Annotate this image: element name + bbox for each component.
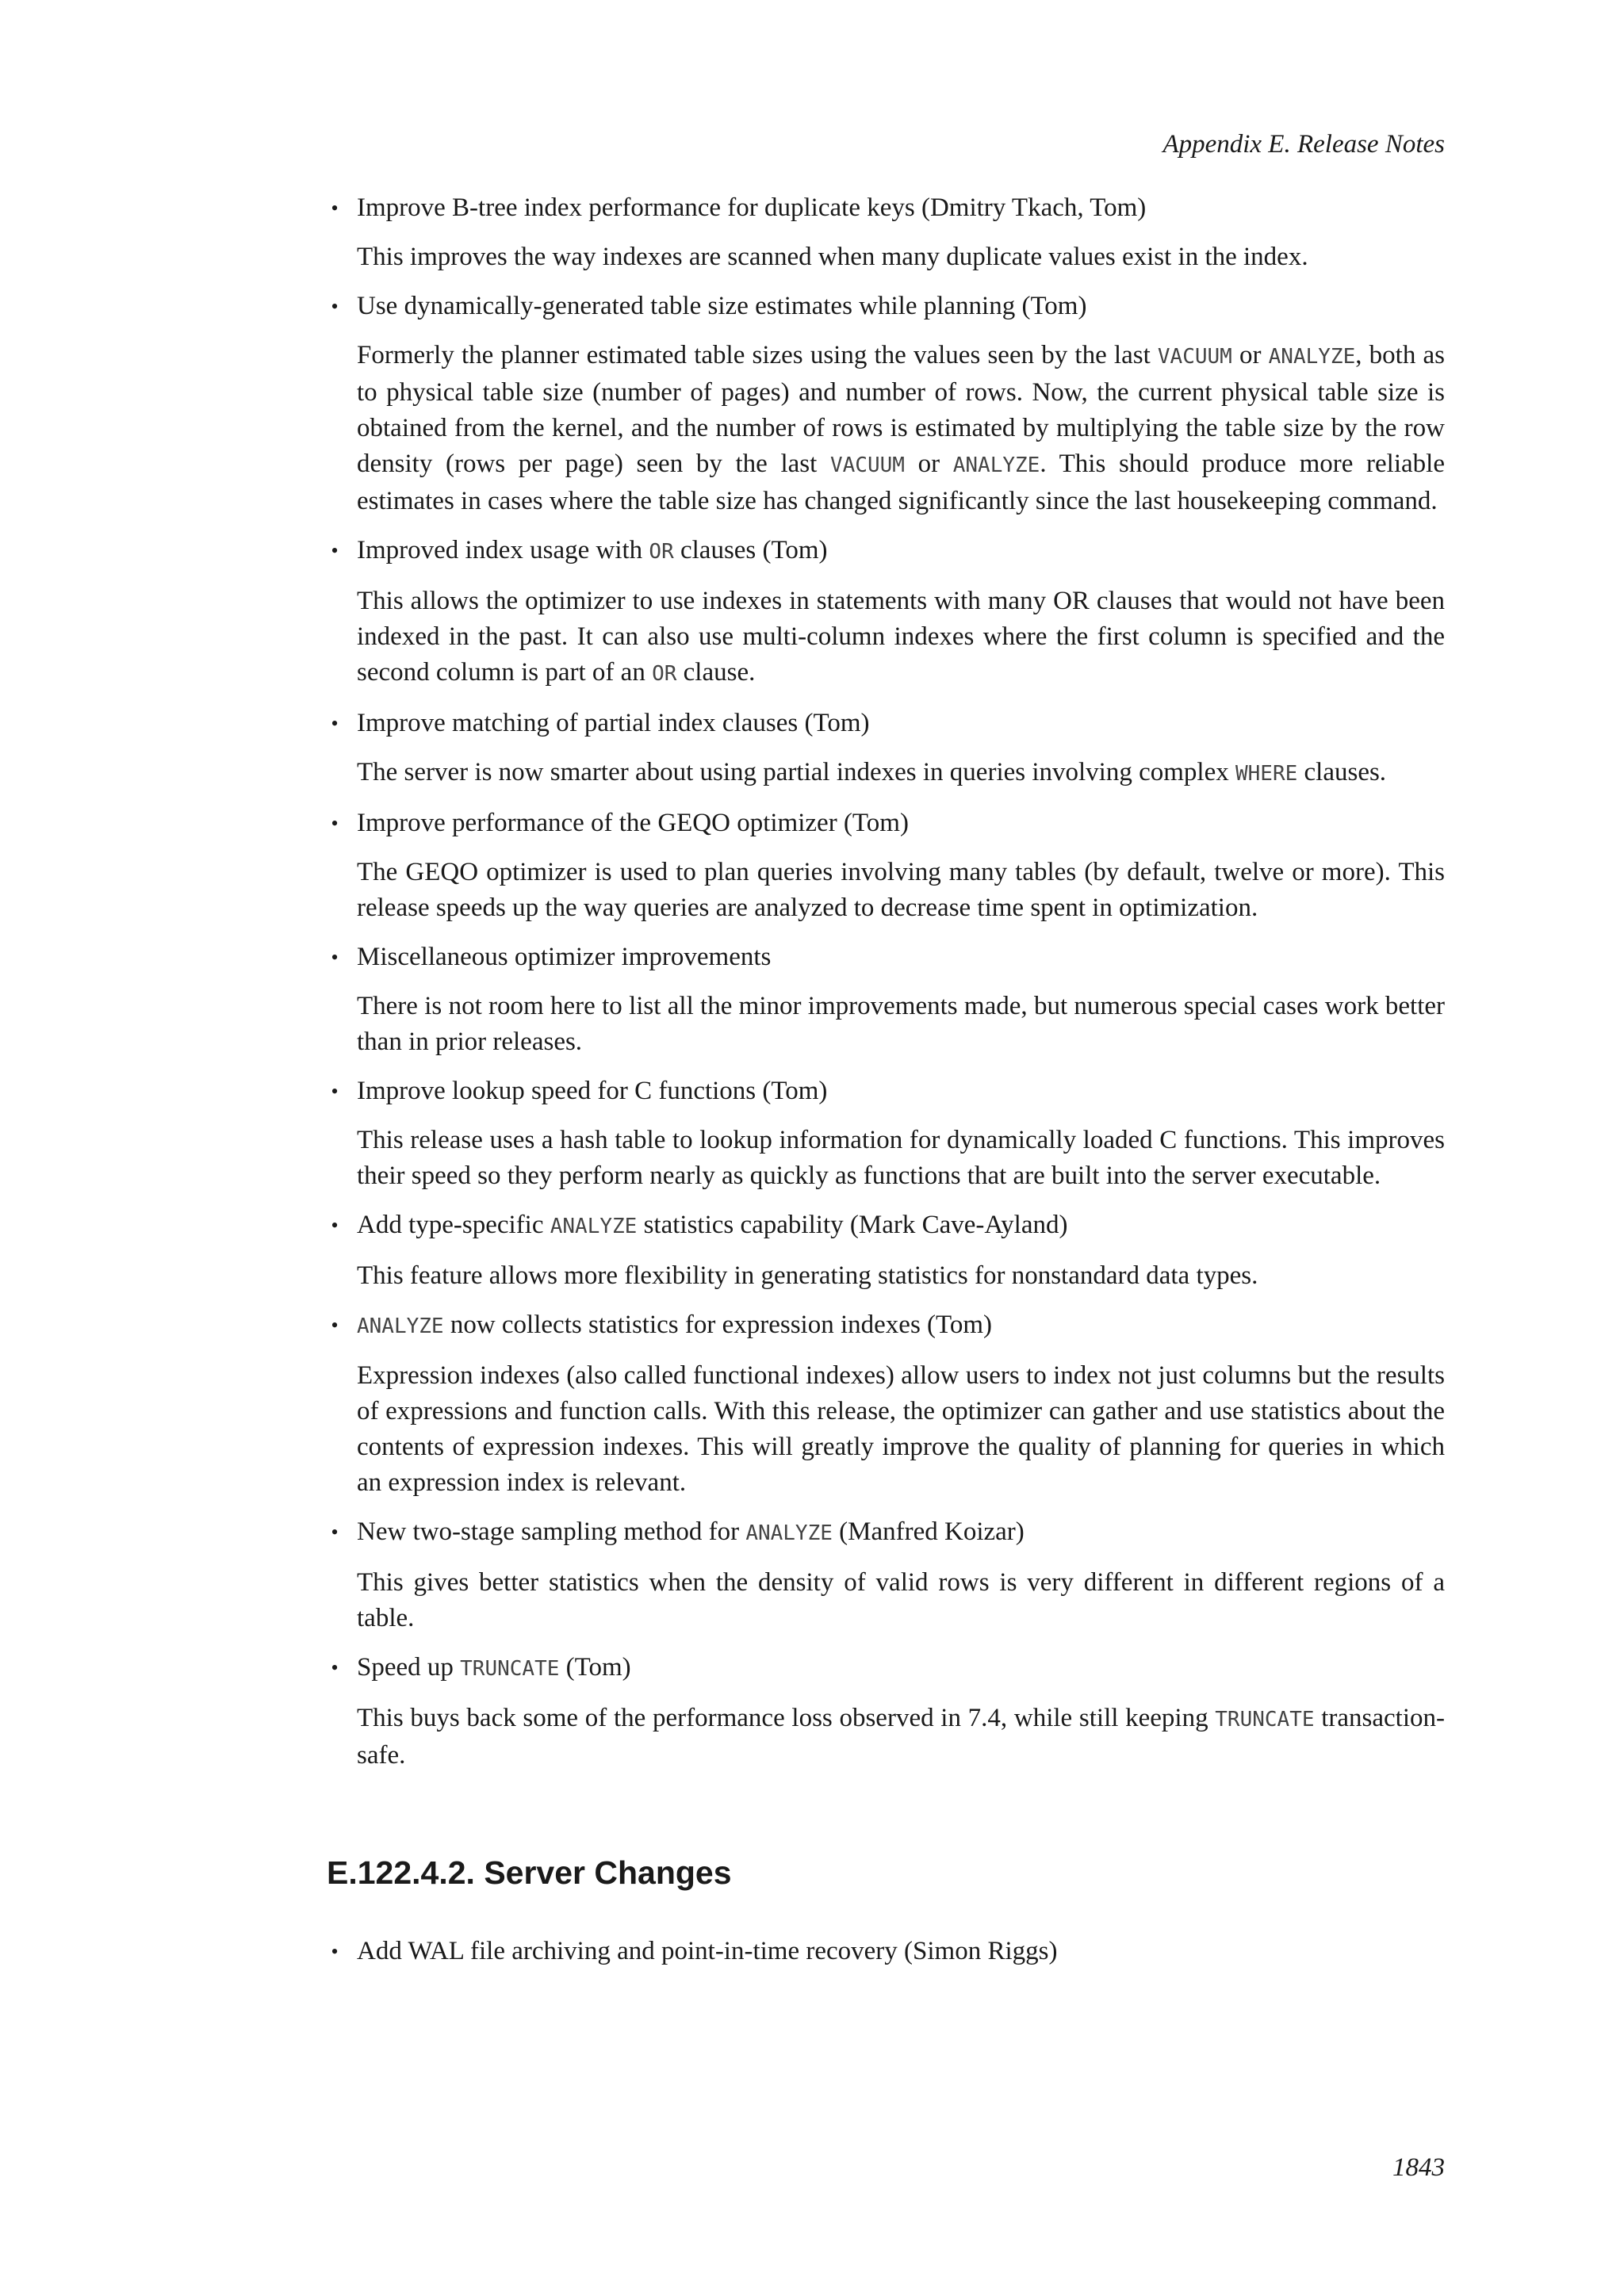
text-run: Improve performance of the GEQO optimizer (Tom): [357, 809, 909, 837]
code-literal: VACUUM: [829, 453, 905, 477]
item-description: [357, 338, 1445, 519]
bullet-icon: •: [331, 1656, 339, 1679]
bullet-icon: •: [331, 1940, 339, 1963]
item-description: [357, 1358, 1445, 1501]
text-run: Improve lookup speed for C functions (Tom): [357, 1077, 828, 1105]
item-title: [331, 289, 1445, 324]
text-run: This buys back some of the performance loss observed in 7.4, while still keeping: [357, 1704, 1216, 1732]
section-heading: E.122.4.2. Server Changes: [327, 1854, 732, 1891]
text-run: clauses (Tom): [673, 536, 828, 564]
text-run: , both as to physical table size (number of pages) and number of rows. Now, the current physical table size is obtained from the kernel, and the number of rows is estimated by multiplying the table size by the row density (rows per page) seen by the last: [357, 341, 1445, 478]
item-title: [331, 939, 1445, 975]
item-description: [357, 239, 1445, 275]
list-item: [327, 289, 1445, 519]
text-run: This improves the way indexes are scanned when many duplicate values exist in the index.: [357, 243, 1308, 271]
code-literal: TRUNCATE: [460, 1657, 560, 1681]
text-run: Improve matching of partial index clauses (Tom): [357, 709, 870, 737]
item-title: [331, 1650, 1445, 1687]
list-item: [327, 1073, 1445, 1194]
text-run: (Tom): [559, 1653, 631, 1682]
running-header: Appendix E. Release Notes: [1162, 130, 1445, 159]
text-run: or: [1231, 341, 1269, 369]
list-item: [327, 706, 1445, 792]
code-literal: OR: [649, 540, 674, 564]
item-description: [357, 1258, 1445, 1294]
item-description: [357, 989, 1445, 1060]
list-item: [327, 1934, 1445, 1969]
text-run: There is not room here to list all the minor improvements made, but numerous special cases work better than in prior releases.: [357, 992, 1445, 1056]
text-run: Miscellaneous optimizer improvements: [357, 943, 772, 971]
item-title: [331, 806, 1445, 841]
item-description: [357, 855, 1445, 926]
item-title: [331, 1514, 1445, 1552]
text-run: Add type-specific: [357, 1211, 550, 1239]
text-run: Formerly the planner estimated table sizes using the values seen by the last: [357, 341, 1158, 369]
text-run: The server is now smarter about using partial indexes in queries involving complex: [357, 758, 1235, 786]
item-title: [331, 190, 1445, 226]
text-run: Expression indexes (also called functional indexes) allow users to index not just columns but the results of expressions and function calls. With this release, the optimizer can gather and use statistics about the contents of expression indexes. This will greatly improve the quality of planning for queries in which an expression index is relevant.: [357, 1361, 1445, 1497]
code-literal: TRUNCATE: [1215, 1708, 1315, 1732]
bullet-icon: •: [331, 812, 339, 835]
text-run: clause.: [676, 658, 756, 687]
item-title: [331, 1207, 1445, 1245]
text-run: . This should produce more reliable estimates in cases where the table size has changed significantly since the last housekeeping command.: [357, 450, 1445, 515]
code-literal: ANALYZE: [357, 1314, 444, 1338]
bullet-icon: •: [331, 1214, 339, 1237]
list-item: [327, 1650, 1445, 1774]
code-literal: VACUUM: [1157, 345, 1232, 369]
text-run: This gives better statistics when the density of valid rows is very different in different regions of a table.: [357, 1568, 1445, 1632]
bullet-icon: •: [331, 1521, 339, 1544]
code-literal: WHERE: [1235, 762, 1298, 786]
item-description: [357, 755, 1445, 792]
list-item: [327, 190, 1445, 275]
text-run: statistics capability (Mark Cave-Ayland): [637, 1211, 1068, 1239]
list-item: [327, 533, 1445, 692]
text-run: transaction-safe.: [357, 1704, 1445, 1770]
text-run: This allows the optimizer to use indexes in statements with many OR clauses that would not have been indexed in the past. It can also use multi-column indexes where the first column is specified and the second column is part of an: [357, 587, 1445, 687]
bullet-icon: •: [331, 1314, 339, 1337]
text-run: This release uses a hash table to lookup information for dynamically loaded C functions. This improves their speed so they perform nearly as quickly as functions that are built into the server executable.: [357, 1126, 1445, 1190]
bullet-icon: •: [331, 295, 339, 318]
item-title: [331, 1073, 1445, 1109]
text-run: clauses.: [1297, 758, 1387, 786]
release-notes-list: [327, 190, 1445, 1774]
item-title: [331, 1307, 1445, 1345]
text-run: Use dynamically-generated table size estimates while planning (Tom): [357, 292, 1087, 320]
text-run: The GEQO optimizer is used to plan queries involving many tables (by default, twelve or more). This release speeds up the way queries are analyzed to decrease time spent in optimization.: [357, 858, 1445, 922]
code-literal: ANALYZE: [745, 1521, 833, 1545]
page-number: 1843: [1392, 2153, 1445, 2182]
list-item: [327, 939, 1445, 1060]
text-run: Improve B-tree index performance for duplicate keys (Dmitry Tkach, Tom): [357, 193, 1147, 222]
bullet-icon: •: [331, 1080, 339, 1103]
bullet-icon: •: [331, 539, 339, 562]
list-item: [327, 806, 1445, 926]
code-literal: ANALYZE: [1268, 345, 1356, 369]
page-content: [327, 190, 1445, 1983]
item-title: [331, 533, 1445, 570]
bullet-icon: •: [331, 712, 339, 735]
text-run: or: [904, 450, 953, 478]
text-run: Add WAL file archiving and point-in-time recovery (Simon Riggs): [357, 1937, 1058, 1965]
text-run: (Manfred Koizar): [832, 1517, 1025, 1546]
item-description: [357, 1565, 1445, 1636]
code-literal: ANALYZE: [550, 1215, 638, 1238]
item-description: [357, 1123, 1445, 1194]
list-item: [327, 1207, 1445, 1294]
bullet-icon: •: [331, 197, 339, 220]
text-run: This feature allows more flexibility in generating statistics for nonstandard data types.: [357, 1261, 1258, 1290]
code-literal: ANALYZE: [952, 453, 1040, 477]
item-description: [357, 584, 1445, 692]
item-title: [331, 706, 1445, 741]
code-literal: OR: [652, 662, 677, 686]
item-description: [357, 1701, 1445, 1774]
text-run: New two-stage sampling method for: [357, 1517, 746, 1546]
server-changes-list: [327, 1934, 1445, 1969]
text-run: Speed up: [357, 1653, 461, 1682]
text-run: Improved index usage with: [357, 536, 649, 564]
list-item: [327, 1307, 1445, 1501]
bullet-icon: •: [331, 946, 339, 969]
list-item: [327, 1514, 1445, 1636]
item-title: [331, 1934, 1445, 1969]
text-run: now collects statistics for expression indexes (Tom): [443, 1311, 993, 1339]
